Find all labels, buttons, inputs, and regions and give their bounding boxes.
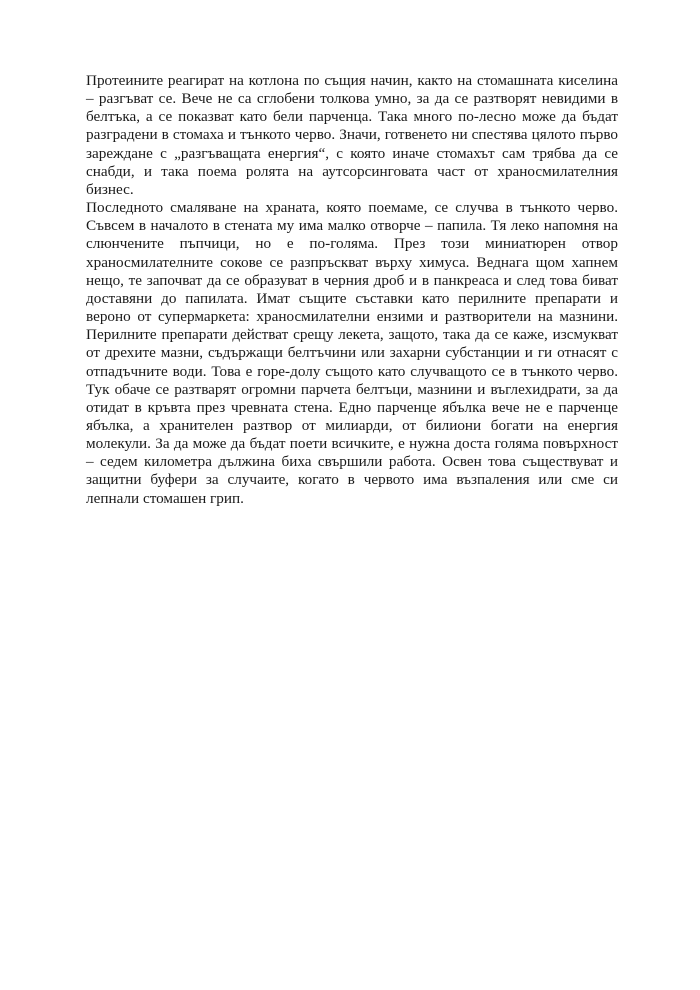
- paragraph: Последното смаляване на храната, която поемаме, се случва в тънкото черво. Съвсем в началото в стената му има малко отворче – папила. Тя леко напомня на слюнчените пъпчици, но е по-голяма. През този миниатюрен отвор храносмилателните сокове се разпръскват върху химуса. Веднага щом хапнем нещо, те започват да се образуват в черния дроб и в панкреаса и след това биват доставяни до папилата. Имат същите съставки като перилните препарати и вероно от супермаркета: храносмилателни ензими и разтворители на мазнини. Перилните препарати действат срещу лекета, защото, така да се каже, изсмукват от дрехите мазни, съдържащи белтъчини или захарни субстанции и ги отнасят с отпадъчните води. Това е горе-долу същото като случващото се в тънкото черво. Тук обаче се разтварят огромни парчета белтъци, мазнини и въглехидрати, за да отидат в кръвта през чревната стена. Едно парченце ябълка вече не е парченце ябълка, а хранителен разтвор от милиарди, от билиони богати на енергия молекули. За да може да бъдат поети всичките, е нужна доста голяма повърхност – седем километра дължина биха свършили работа. Освен това съществуват и защитни буфери за случаите, когато в червото има възпаления или сме си лепнали стомашен грип.: [86, 199, 618, 507]
- body-text: [86, 72, 618, 508]
- paragraph: Протеините реагират на котлона по същия начин, както на стомашната киселина – разгъват се. Вече не са сглобени толкова умно, за да се разтворят невидими в белтъка, а се показват като бели парченца. Така много по-лесно може да бъдат разградени в стомаха и тънкото черво. Значи, готвенето ни спестява цялото първо зареждане с „разгъващата енергия“, с която иначе стомахът сам трябва да се снабди, и така поема ролята на аутсорсинговата част от храносмилателния бизнес.: [86, 72, 618, 198]
